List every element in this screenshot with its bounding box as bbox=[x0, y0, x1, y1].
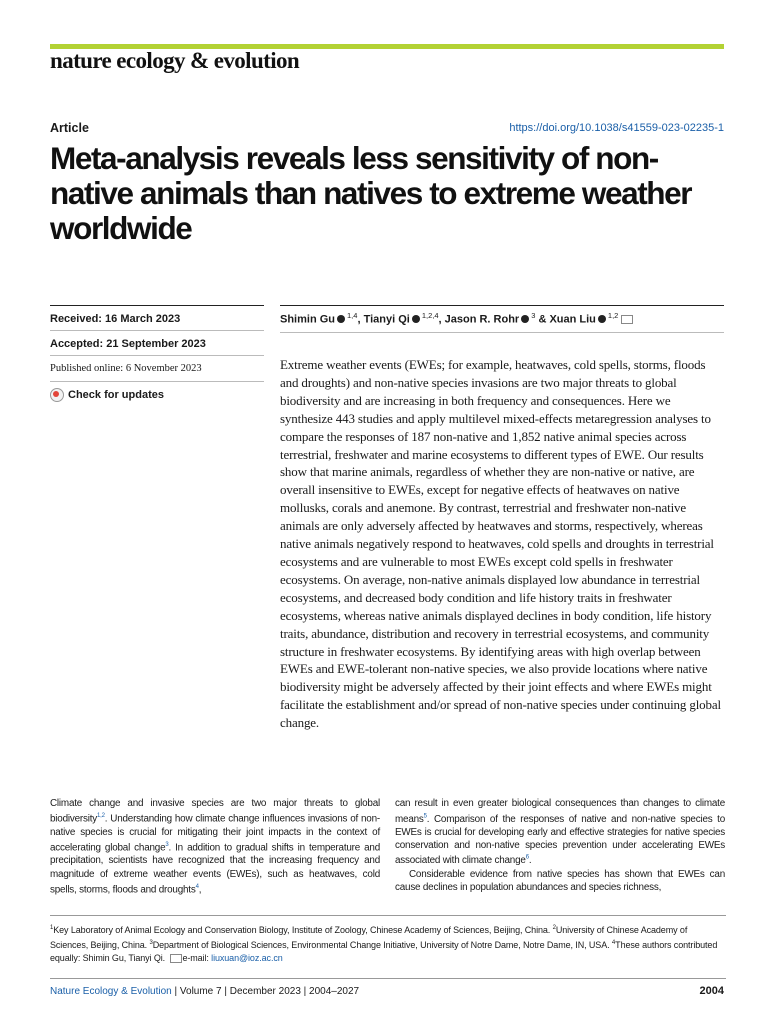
author-separator: , bbox=[438, 313, 445, 326]
footer-citation bbox=[50, 986, 359, 997]
journal-name: nature ecology & evolution bbox=[50, 48, 300, 73]
check-for-updates-button[interactable] bbox=[50, 388, 164, 402]
orcid-icon[interactable] bbox=[598, 315, 606, 323]
reference-marker[interactable]: 1 bbox=[50, 925, 54, 931]
check-updates-icon bbox=[50, 388, 64, 402]
text-run: . In addition to gradual shifts in temperature and precipitation, scientists have recognized that the increasing frequency and magnitude of extreme weather events (EWEs), such as heatwaves, cold spells, storms, floods and droughts bbox=[50, 842, 380, 896]
text-run: Climate change and invasive species are two major threats to global biodiversity bbox=[50, 798, 380, 825]
author-separator: , bbox=[357, 313, 364, 326]
check-updates-label: Check for updates bbox=[68, 389, 164, 401]
date-divider bbox=[50, 330, 264, 331]
author-name[interactable]: Shimin Gu bbox=[280, 313, 335, 326]
reference-marker[interactable]: 4 bbox=[195, 883, 199, 890]
author-affiliation: 1,2,4 bbox=[421, 311, 439, 320]
body-paragraph bbox=[395, 798, 725, 866]
author-name[interactable]: Jason R. Rohr bbox=[444, 313, 520, 326]
reference-marker[interactable]: 3 bbox=[165, 841, 169, 848]
article-type: Article bbox=[50, 121, 89, 135]
page-number: 2004 bbox=[699, 985, 724, 997]
abstract: Extreme weather events (EWEs; for example, heatwaves, cold spells, storms, floods and droughts) and non-native species invasions are two major threats to global biodiversity and are increasing in both frequency and consequences. Here we synthesize 443 studies and apply multilevel mixed-effects metaregression analyses to compare the responses of 187 non-native and 1,852 native animal species across terrestrial, freshwater and marine ecosystems to different types of EWE. Our results show that marine animals, regardless of whether they are non-native or native, are overall insensitive to EWEs, except for negative effects of heatwaves on native mollusks, corals and anemone. By contrast, terrestrial and freshwater non-native animals are only adversely affected by heatwaves and storms, respectively, whereas native animals negatively respond to heatwaves, cold spells and droughts in terrestrial ecosystems and are vulnerable to most EWEs except cold spells in freshwater ecosystems. On average, non-native animals displayed low abundance in terrestrial ecosystems, and decreased body condition and life history traits in freshwater ecosystems, whereas native animals displayed declines in body condition, life history traits, abundance, distribution and recovery in terrestrial ecosystems, and community structure in freshwater ecosystems. By identifying areas with high overlap between EWEs and EWE-tolerant non-native species, we also provide locations where native biodiversity might be adversely affected by their joint effects and where EWEs might facilitate the establishment and/or spread of non-native species under continuing global change. bbox=[280, 357, 721, 731]
footer-volume-info: | Volume 7 | December 2023 | 2004–2027 bbox=[171, 986, 360, 997]
text-run: University of Chinese Academy of Sciences, Beijing, China. bbox=[50, 925, 688, 950]
text-run: Department of Biological Sciences, Environmental Change Initiative, University of Notre Dame, Notre Dame, IN, USA. bbox=[152, 939, 612, 950]
text-run: e-mail: bbox=[182, 952, 212, 963]
envelope-icon[interactable] bbox=[621, 315, 633, 324]
body-column-2 bbox=[395, 797, 725, 894]
envelope-icon bbox=[170, 954, 182, 963]
footer-divider bbox=[50, 978, 726, 979]
orcid-icon[interactable] bbox=[412, 315, 420, 323]
doi-link[interactable]: https://doi.org/10.1038/s41559-023-02235-1 bbox=[509, 122, 724, 134]
reference-marker[interactable]: 6 bbox=[525, 855, 529, 862]
author-divider bbox=[280, 332, 724, 333]
date-divider bbox=[50, 381, 264, 382]
reference-marker[interactable]: 2 bbox=[552, 925, 556, 931]
date-divider bbox=[50, 355, 264, 356]
text-run: . Understanding how climate change influences invasions of non-native species is crucial for mitigating their joint impacts in the context of accelerating global change bbox=[50, 813, 380, 854]
author-separator: & bbox=[535, 313, 550, 326]
text-run: , bbox=[198, 884, 202, 896]
author-affiliation: 1,2 bbox=[607, 311, 619, 320]
reference-marker[interactable]: 4 bbox=[611, 939, 616, 946]
right-divider-top bbox=[280, 305, 724, 306]
footer-journal-link[interactable]: Nature Ecology & Evolution bbox=[50, 986, 172, 997]
received-date: Received: 16 March 2023 bbox=[50, 313, 181, 325]
author-list bbox=[280, 311, 633, 326]
text-run: can result in even greater biological consequences than changes to climate means bbox=[395, 798, 725, 825]
footnote-divider bbox=[50, 915, 726, 916]
affiliations-footnote bbox=[50, 922, 726, 964]
reference-marker[interactable]: 5 bbox=[423, 813, 427, 820]
accepted-date: Accepted: 21 September 2023 bbox=[50, 338, 206, 350]
body-column-1 bbox=[50, 797, 380, 896]
author-affiliation: 1,4 bbox=[347, 311, 358, 320]
orcid-icon[interactable] bbox=[521, 315, 529, 323]
reference-marker[interactable]: 3 bbox=[149, 939, 153, 946]
article-title: Meta-analysis reveals less sensitivity of non-native animals than natives to extreme weather worldwide bbox=[50, 140, 692, 246]
left-divider-top bbox=[50, 305, 264, 306]
orcid-icon[interactable] bbox=[337, 315, 345, 323]
author-name[interactable]: Tianyi Qi bbox=[363, 313, 410, 326]
text-run: Key Laboratory of Animal Ecology and Conservation Biology, Institute of Zoology, Chinese Academy of Sciences, Beijing, China. bbox=[53, 925, 553, 935]
reference-marker[interactable]: 1,2 bbox=[97, 813, 105, 820]
text-run: These authors contributed equally: Shimin Gu, Tianyi Qi. bbox=[50, 939, 718, 963]
text-run: . Comparison of the responses of native and non-native species to EWEs is crucial for developing early and effective strategies for native species conservation and non-native species prevention under accelerating EWEs associated with climate change bbox=[395, 813, 725, 867]
published-date: Published online: 6 November 2023 bbox=[50, 363, 202, 374]
author-name[interactable]: Xuan Liu bbox=[549, 313, 596, 326]
text-run: . bbox=[528, 855, 532, 867]
body-paragraph: Considerable evidence from native species has shown that EWEs can cause declines in population abundances and species richness, bbox=[395, 868, 725, 893]
author-affiliation: 3 bbox=[531, 311, 536, 320]
corresponding-email-link[interactable]: liuxuan@ioz.ac.cn bbox=[211, 952, 283, 963]
